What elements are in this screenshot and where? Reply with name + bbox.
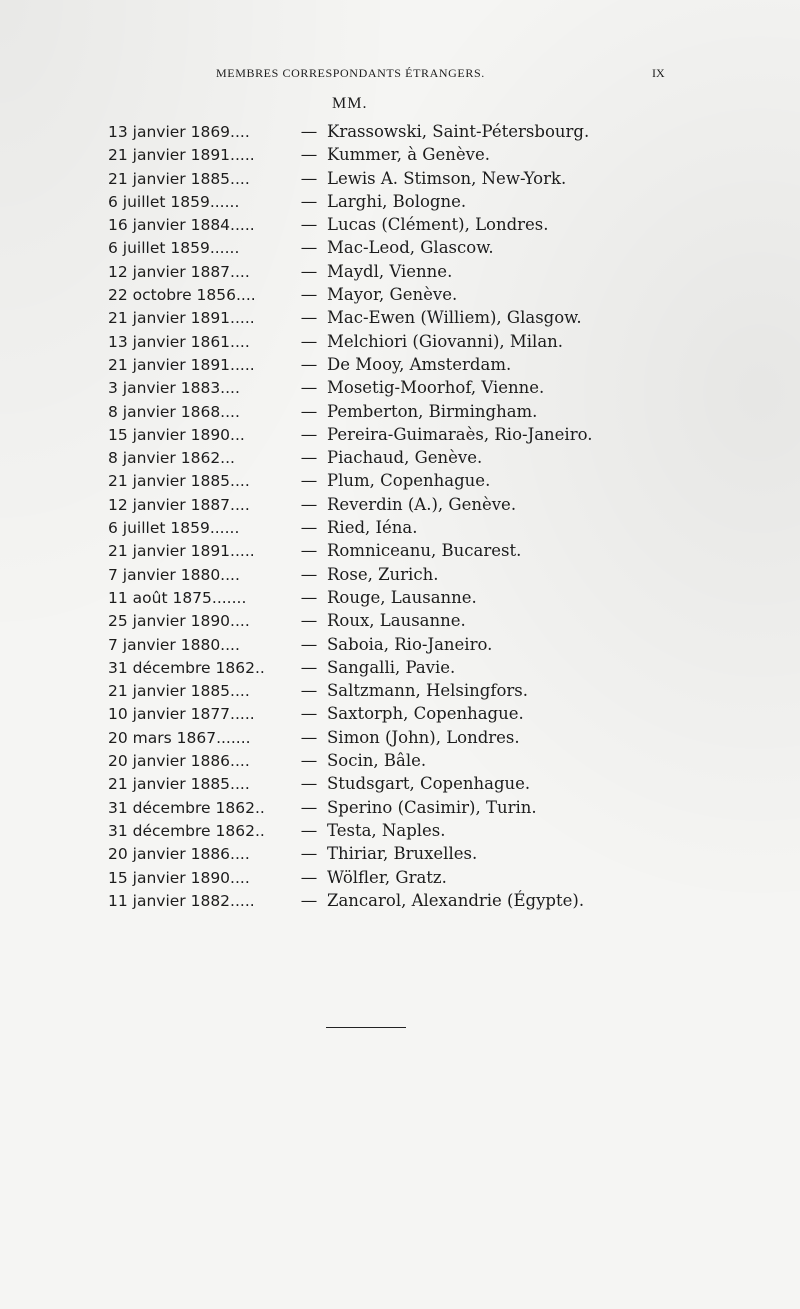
list-item — [108, 215, 728, 238]
entry-dash: — — [300, 471, 318, 491]
entry-dash: — — [300, 727, 318, 747]
entry-date: 6 juillet 1859...... — [108, 192, 240, 211]
list-item — [108, 588, 728, 611]
entry-member: Socin, Bâle. — [327, 751, 427, 771]
entry-date: 11 janvier 1882..... — [108, 891, 255, 910]
entry-dash: — — [300, 401, 318, 421]
entry-member: Reverdin (A.), Genève. — [327, 494, 517, 514]
entry-date: 21 janvier 1885.... — [108, 169, 250, 188]
entry-dash: — — [300, 704, 318, 724]
entry-dash: — — [300, 378, 318, 398]
entry-dash: — — [300, 587, 318, 607]
list-item — [108, 891, 728, 914]
entry-dash: — — [300, 774, 318, 794]
entry-dash: — — [300, 285, 318, 305]
entry-dash: — — [300, 494, 318, 514]
page-number: IX — [652, 66, 665, 80]
list-item — [108, 122, 728, 145]
entry-member: Piachaud, Genève. — [327, 448, 483, 468]
list-item — [108, 262, 728, 285]
entry-dash: — — [300, 122, 318, 141]
entry-dash: — — [300, 424, 318, 444]
entry-member: Rouge, Lausanne. — [327, 587, 477, 607]
entry-member: Mayor, Genève. — [327, 285, 458, 305]
entry-date: 31 décembre 1862.. — [108, 798, 265, 817]
entry-dash: — — [300, 215, 318, 235]
entry-member: Maydl, Vienne. — [327, 261, 453, 281]
entry-date: 3 janvier 1883.... — [108, 379, 240, 398]
list-item — [108, 145, 728, 168]
entry-date: 21 janvier 1891..... — [108, 355, 255, 374]
entry-date: 15 janvier 1890... — [108, 425, 245, 444]
list-item — [108, 704, 728, 727]
entry-date: 16 janvier 1884..... — [108, 216, 255, 235]
entry-member: Mac-Leod, Glascow. — [327, 238, 494, 258]
list-item — [108, 378, 728, 401]
entry-dash: — — [300, 354, 318, 374]
entry-member: Saxtorph, Copenhague. — [327, 704, 524, 724]
entry-dash: — — [300, 308, 318, 328]
entry-date: 21 janvier 1891..... — [108, 146, 255, 165]
entry-date: 21 janvier 1885.... — [108, 775, 250, 794]
list-item — [108, 541, 728, 564]
list-item — [108, 774, 728, 797]
entry-date: 20 janvier 1886.... — [108, 845, 250, 864]
list-item — [108, 495, 728, 518]
list-item — [108, 681, 728, 704]
entry-member: Thiriar, Bruxelles. — [327, 844, 478, 864]
entry-dash: — — [300, 238, 318, 258]
list-item — [108, 471, 728, 494]
list-item — [108, 635, 728, 658]
list-item — [108, 355, 728, 378]
list-heading: MM. — [332, 95, 368, 112]
list-item — [108, 448, 728, 471]
entry-date: 20 mars 1867....... — [108, 728, 251, 747]
list-item — [108, 658, 728, 681]
list-item — [108, 565, 728, 588]
entry-dash: — — [300, 681, 318, 701]
list-item — [108, 425, 728, 448]
entry-dash: — — [300, 820, 318, 840]
entry-date: 10 janvier 1877..... — [108, 705, 255, 724]
list-item — [108, 868, 728, 891]
entry-member: Melchiori (Giovanni), Milan. — [327, 331, 564, 351]
entry-date: 11 août 1875....... — [108, 588, 247, 607]
entry-member: Plum, Copenhague. — [327, 471, 491, 491]
list-item — [108, 821, 728, 844]
entry-member: Larghi, Bologne. — [327, 191, 467, 211]
entry-member: Studsgart, Copenhague. — [327, 774, 531, 794]
entry-dash: — — [300, 145, 318, 165]
entry-member: Roux, Lausanne. — [327, 611, 466, 631]
list-item — [108, 611, 728, 634]
list-item — [108, 192, 728, 215]
entry-date: 22 octobre 1856.... — [108, 286, 256, 305]
entry-dash: — — [300, 168, 318, 188]
entry-date: 21 janvier 1891..... — [108, 542, 255, 561]
entry-dash: — — [300, 797, 318, 817]
entry-date: 12 janvier 1887.... — [108, 495, 250, 514]
list-item — [108, 285, 728, 308]
entry-member: Ried, Iéna. — [327, 518, 418, 538]
entry-member: Lucas (Clément), Londres. — [327, 215, 549, 235]
list-item — [108, 238, 728, 261]
entry-dash: — — [300, 518, 318, 538]
entry-date: 13 janvier 1861.... — [108, 332, 250, 351]
entry-member: Simon (John), Londres. — [327, 727, 520, 747]
list-item — [108, 751, 728, 774]
entry-date: 13 janvier 1869.... — [108, 123, 250, 141]
entry-member: Krassowski, Saint-Pétersbourg. — [327, 122, 590, 141]
entry-date: 6 juillet 1859...... — [108, 519, 240, 538]
list-item — [108, 332, 728, 355]
entry-date: 7 janvier 1880.... — [108, 635, 240, 654]
entry-date: 20 janvier 1886.... — [108, 752, 250, 771]
closing-rule — [326, 1027, 406, 1028]
entry-member: Sperino (Casimir), Turin. — [327, 797, 537, 817]
entry-dash: — — [300, 657, 318, 677]
entry-member: Testa, Naples. — [327, 820, 446, 840]
entry-dash: — — [300, 191, 318, 211]
entry-member: Mosetig-Moorhof, Vienne. — [327, 378, 545, 398]
entry-member: Rose, Zurich. — [327, 564, 439, 584]
entry-dash: — — [300, 844, 318, 864]
list-item — [108, 728, 728, 751]
list-item — [108, 169, 728, 192]
entry-dash: — — [300, 448, 318, 468]
entry-dash: — — [300, 611, 318, 631]
entry-member: Saltzmann, Helsingfors. — [327, 681, 528, 701]
entry-date: 21 janvier 1885.... — [108, 472, 250, 491]
entry-date: 31 décembre 1862.. — [108, 658, 265, 677]
entry-date: 31 décembre 1862.. — [108, 821, 265, 840]
entry-date: 25 janvier 1890.... — [108, 612, 250, 631]
entry-date: 21 janvier 1891..... — [108, 309, 255, 328]
running-head: MEMBRES CORRESPONDANTS ÉTRANGERS. — [216, 66, 485, 80]
list-item — [108, 844, 728, 867]
entry-member: Lewis A. Stimson, New-York. — [327, 168, 567, 188]
entry-date: 7 janvier 1880.... — [108, 565, 240, 584]
entry-member: Wölfler, Gratz. — [327, 867, 447, 887]
entry-dash: — — [300, 867, 318, 887]
entry-date: 21 janvier 1885.... — [108, 682, 250, 701]
entry-member: Saboia, Rio-Janeiro. — [327, 634, 493, 654]
entry-date: 6 juillet 1859...... — [108, 239, 240, 258]
entry-date: 8 janvier 1868.... — [108, 402, 240, 421]
entry-member: Pemberton, Birmingham. — [327, 401, 538, 421]
entry-dash: — — [300, 261, 318, 281]
entry-date: 8 janvier 1862... — [108, 449, 235, 468]
list-item — [108, 798, 728, 821]
entry-dash: — — [300, 634, 318, 654]
list-item — [108, 308, 728, 331]
list-item — [108, 402, 728, 425]
entry-member: Sangalli, Pavie. — [327, 657, 456, 677]
entry-member: Pereira-Guimaraès, Rio-Janeiro. — [327, 424, 593, 444]
entry-member: Zancarol, Alexandrie (Égypte). — [327, 890, 585, 910]
entry-member: De Mooy, Amsterdam. — [327, 354, 512, 374]
list-item — [108, 518, 728, 541]
entry-dash: — — [300, 890, 318, 910]
member-list — [108, 122, 728, 914]
entry-dash: — — [300, 541, 318, 561]
entry-dash: — — [300, 751, 318, 771]
entry-member: Kummer, à Genève. — [327, 145, 490, 165]
entry-date: 15 janvier 1890.... — [108, 868, 250, 887]
entry-member: Romniceanu, Bucarest. — [327, 541, 522, 561]
entry-member: Mac-Ewen (Williem), Glasgow. — [327, 308, 582, 328]
entry-dash: — — [300, 564, 318, 584]
entry-dash: — — [300, 331, 318, 351]
entry-date: 12 janvier 1887.... — [108, 262, 250, 281]
